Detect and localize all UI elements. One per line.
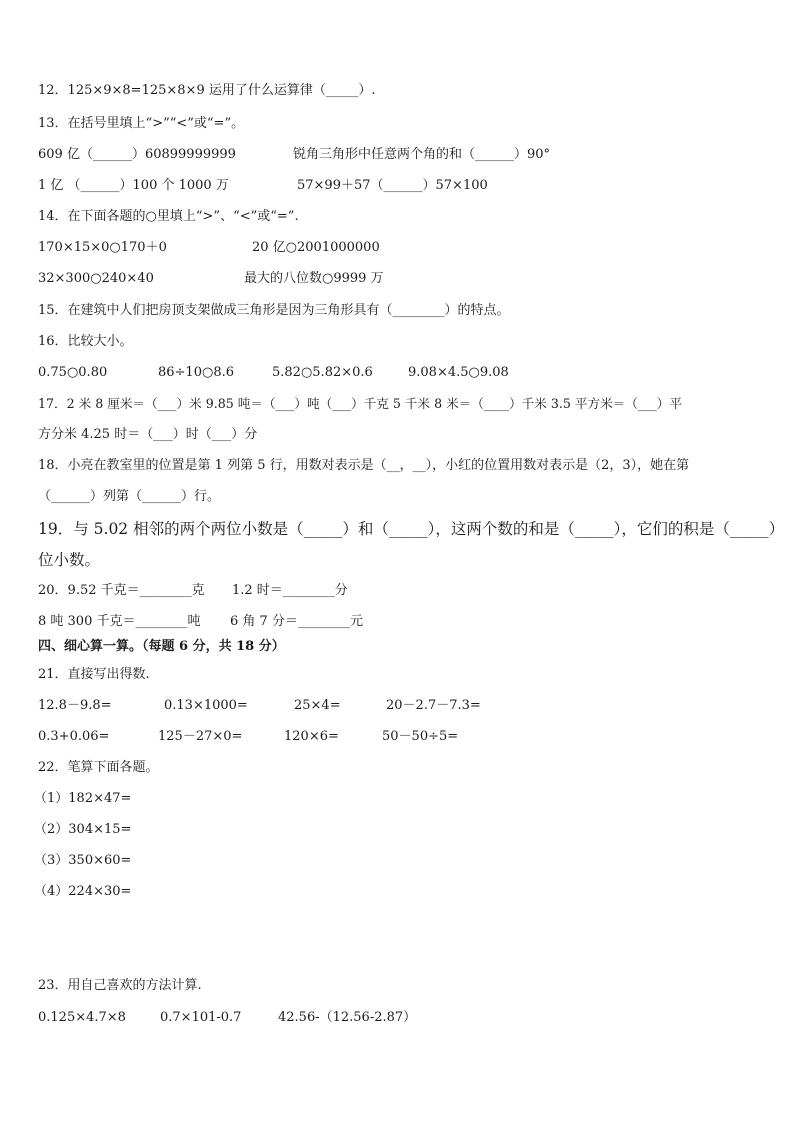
question-21-item-8: 50－50÷5= xyxy=(382,729,459,744)
question-20-row2-right: 6 角 7 分＝________元 xyxy=(230,614,363,629)
question-14-row2-right: 最大的八位数○9999 万 xyxy=(244,271,384,286)
section-4-heading: 四、细心算一算。（每题 6 分，共 18 分） xyxy=(38,639,285,654)
question-21-item-4: 20－2.7－7.3= xyxy=(386,698,481,713)
question-21-item-1: 12.8－9.8= xyxy=(38,698,112,713)
question-20-row2-left: 8 吨 300 千克＝________吨 xyxy=(38,614,201,629)
question-15: 15．在建筑中人们把房顶支架做成三角形是因为三角形具有（________）的特点。 xyxy=(38,303,510,318)
question-22-item-1: （1）182×47= xyxy=(34,791,132,806)
question-19-line-2: 位小数。 xyxy=(38,551,101,569)
question-20-row1-left: 20．9.52 千克＝________克 xyxy=(38,583,205,598)
question-21-item-3: 25×4= xyxy=(294,698,341,713)
question-21-item-5: 0.3+0.06= xyxy=(38,729,110,744)
question-13-row1-left: 609 亿（______）60899999999 xyxy=(38,147,236,162)
question-23-title: 23．用自己喜欢的方法计算. xyxy=(38,978,202,993)
question-23-item-1: 0.125×4.7×8 xyxy=(38,1010,126,1025)
question-16-item-1: 0.75○0.80 xyxy=(38,365,108,380)
question-14-row1-right: 20 亿○2001000000 xyxy=(252,240,380,255)
question-20-row1-right: 1.2 时＝________分 xyxy=(232,583,348,598)
question-16-title: 16．比较大小。 xyxy=(38,334,133,349)
question-14-title: 14．在下面各题的○里填上“>”、“<”或“=”. xyxy=(38,209,299,224)
question-22-item-4: （4）224×30= xyxy=(34,884,132,899)
question-17-line-1: 17．2 米 8 厘米＝（___）米 9.85 吨＝（___）吨（___）千克 5 千米 8 米＝（____）千米 3.5 平方米＝（___）平 xyxy=(38,396,682,411)
question-16-item-3: 5.82○5.82×0.6 xyxy=(272,365,373,380)
question-19-line-1: 19．与 5.02 相邻的两个两位小数是（_____）和（_____），这两个数的和是（_____），它们的积是（_____） xyxy=(38,520,785,538)
question-22-title: 22．笔算下面各题。 xyxy=(38,760,159,775)
question-13-title: 13．在括号里填上“>”“<”或“=”。 xyxy=(38,116,245,131)
question-21-title: 21．直接写出得数. xyxy=(38,667,150,682)
question-18-line-1: 18．小亮在教室里的位置是第 1 列第 5 行，用数对表示是（__，__），小红的位置用数对表示是（2，3），她在第 xyxy=(38,458,690,473)
question-21-item-2: 0.13×1000= xyxy=(164,698,248,713)
question-23-item-2: 0.7×101-0.7 xyxy=(160,1010,242,1025)
question-12: 12．125×9×8=125×8×9 运用了什么运算律（_____）. xyxy=(38,83,376,98)
question-23-item-3: 42.56-（12.56-2.87） xyxy=(278,1010,417,1025)
question-21-item-6: 125－27×0= xyxy=(158,729,243,744)
question-13-row2-left: 1 亿 （______）100 个 1000 万 xyxy=(38,178,229,193)
question-21-item-7: 120×6= xyxy=(284,729,339,744)
question-14-row2-left: 32×300○240×40 xyxy=(38,271,154,286)
question-13-row1-right: 锐角三角形中任意两个角的和（______）90° xyxy=(293,147,551,162)
question-13-row2-right: 57×99＋57（______）57×100 xyxy=(297,178,488,193)
question-16-item-2: 86÷10○8.6 xyxy=(158,365,234,380)
question-17-line-2: 方分米 4.25 时＝（___）时（___）分 xyxy=(38,427,258,442)
question-22-item-3: （3）350×60= xyxy=(34,853,132,868)
question-14-row1-left: 170×15×0○170＋0 xyxy=(38,240,167,255)
question-16-item-4: 9.08×4.5○9.08 xyxy=(408,365,509,380)
question-22-item-2: （2）304×15= xyxy=(34,822,132,837)
question-18-line-2: （______）列第（______）行。 xyxy=(38,489,221,504)
